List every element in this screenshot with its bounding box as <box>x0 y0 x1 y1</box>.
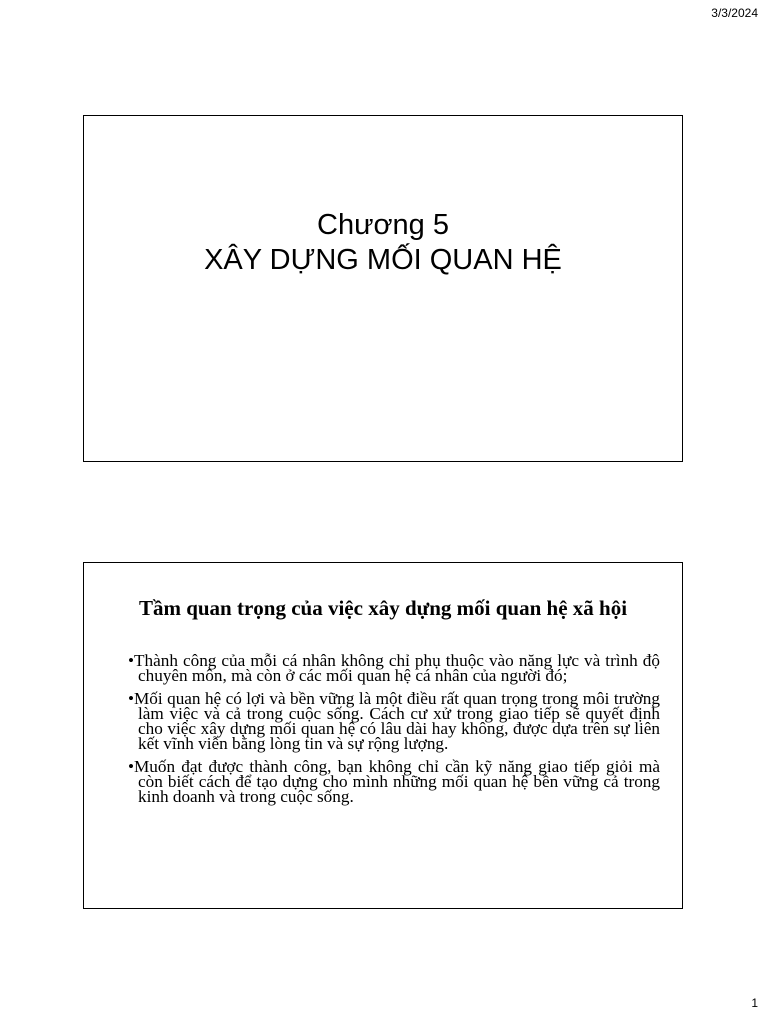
chapter-title: XÂY DỰNG MỐI QUAN HỆ <box>204 244 562 276</box>
chapter-label: Chương 5 <box>317 209 449 241</box>
bullet-item: •Mối quan hệ có lợi và bền vững là một điều rất quan trọng trong môi trường làm việc và cả trong cuộc sống. Cách cư xử trong giao tiếp sẽ quyết định cho việc xây dựng mối quan hệ có lâu dài hay không, được dựa trên sự liên kết vĩnh viễn bằng lòng tin và sự rộng lượng. <box>128 689 660 753</box>
bullet-item: •Thành công của mỗi cá nhân không chỉ phụ thuộc vào năng lực và trình độ chuyên môn, mà còn ở các mối quan hệ cá nhân của người đó; <box>128 651 660 685</box>
title-block <box>84 208 682 278</box>
slide-importance <box>83 562 683 909</box>
bullet-item: •Muốn đạt được thành công, bạn không chỉ cần kỹ năng giao tiếp giỏi mà còn biết cách để tạo dựng cho mình những mối quan hệ bền vững cả trong kinh doanh và trong cuộc sống. <box>128 757 660 806</box>
bullet-list <box>128 653 660 812</box>
slide-heading: Tầm quan trọng của việc xây dựng mối quan hệ xã hội <box>138 596 628 620</box>
print-date: 3/3/2024 <box>711 6 758 20</box>
page-number: 1 <box>751 996 758 1010</box>
slide-chapter-title <box>83 115 683 462</box>
